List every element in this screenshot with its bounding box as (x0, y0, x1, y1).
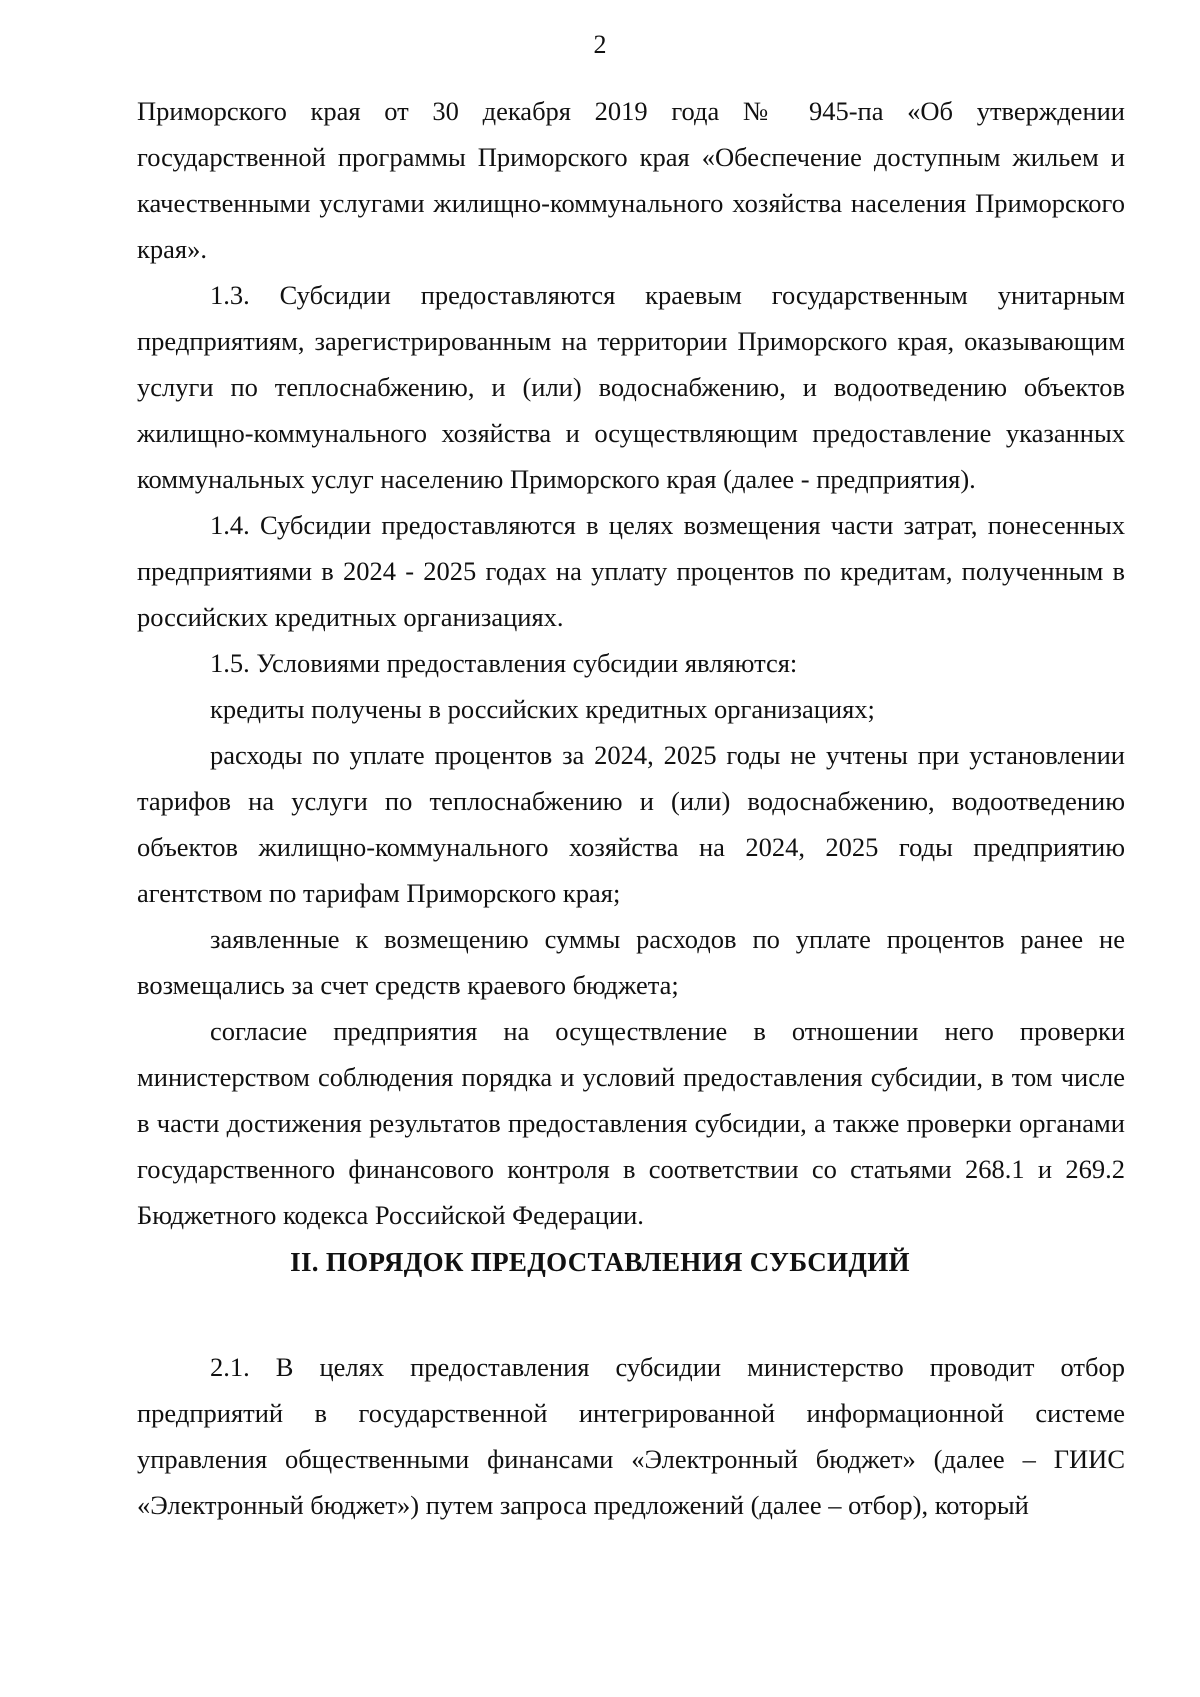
paragraph-continuation: Приморского края от 30 декабря 2019 года № 945-па «Об утверждении государственной программы Приморского края «Обеспечение доступным жильем и качественными услугами жилищно-коммунального хозяйства населения Приморского края». (137, 96, 1125, 264)
page-number: 2 (593, 30, 607, 59)
section-title: II. ПОРЯДОК ПРЕДОСТАВЛЕНИЯ СУБСИДИЙ (290, 1247, 910, 1277)
document-body-upper (137, 88, 1125, 1238)
condition-not-reimbursed: заявленные к возмещению суммы расходов по уплате процентов ранее не возмещались за счет средств краевого бюджета; (137, 924, 1125, 1000)
paragraph-2-1: 2.1. В целях предоставления субсидии министерство проводит отбор предприятий в государственной интегрированной информационной системе управления общественными финансами «Электронный бюджет» (далее – ГИИС «Электронный бюджет») путем запроса предложений (далее – отбор), который (137, 1352, 1125, 1520)
paragraph-1-4: 1.4. Субсидии предоставляются в целях возмещения части затрат, понесенных предприятиями в 2024 - 2025 годах на уплату процентов по кредитам, полученным в российских кредитных организациях. (137, 510, 1125, 632)
condition-expenses: расходы по уплате процентов за 2024, 2025 годы не учтены при установлении тарифов на услуги по теплоснабжению и (или) водоснабжению, водоотведению объектов жилищно-коммунального хозяйства на 2024, 2025 годы предприятию агентством по тарифам Приморского края; (137, 740, 1125, 908)
paragraph-1-3: 1.3. Субсидии предоставляются краевым государственным унитарным предприятиям, зарегистрированным на территории Приморского края, оказывающим услуги по теплоснабжению, и (или) водоснабжению, и водоотведению объектов жилищно-коммунального хозяйства и осуществляющим предоставление указанных коммунальных услуг населению Приморского края (далее - предприятия). (137, 280, 1125, 494)
paragraph-1-5: 1.5. Условиями предоставления субсидии являются: (210, 648, 798, 678)
document-body-lower (137, 1344, 1125, 1528)
condition-consent: согласие предприятия на осуществление в отношении него проверки министерством соблюдения порядка и условий предоставления субсидии, в том числе в части достижения результатов предоставления субсидии, а также проверки органами государственного финансового контроля в соответствии со статьями 268.1 и 269.2 Бюджетного кодекса Российской Федерации. (137, 1016, 1125, 1230)
condition-credits: кредиты получены в российских кредитных организациях; (210, 694, 875, 724)
